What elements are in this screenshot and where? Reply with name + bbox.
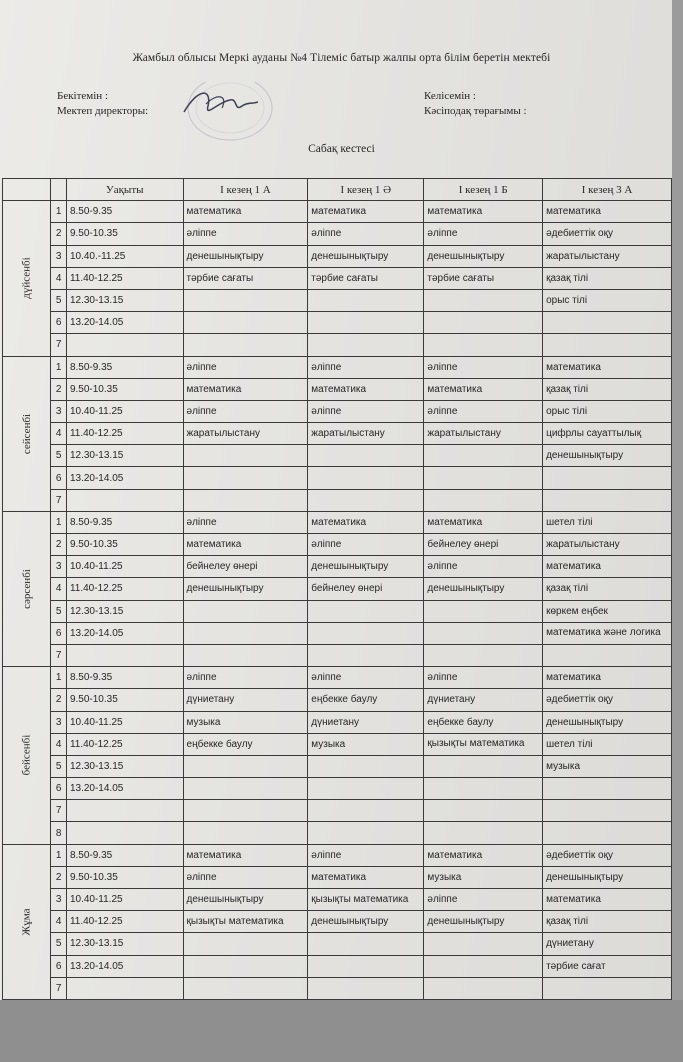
column-header: І кезең 1 Б [424, 179, 543, 201]
background-surface [0, 1000, 683, 1062]
lesson-time: 10.40.-11.25 [66, 245, 183, 267]
subject-cell: көркем еңбек [543, 600, 672, 622]
lesson-number: 7 [51, 334, 67, 356]
subject-cell: дүниетану [543, 933, 672, 955]
column-header: Уақыты [66, 179, 183, 201]
subject-cell: әліппе [424, 356, 543, 378]
lesson-time: 8.50-9.35 [66, 667, 183, 689]
table-row [3, 977, 672, 999]
lesson-number: 2 [51, 866, 67, 888]
lesson-number: 4 [51, 267, 67, 289]
table-row [3, 689, 672, 711]
subject-cell: математика [424, 378, 543, 400]
subject-cell: тәрбие сағаты [424, 267, 543, 289]
lesson-number: 4 [51, 578, 67, 600]
lesson-number: 7 [51, 644, 67, 666]
lesson-time: 10.40-11.25 [66, 400, 183, 422]
subject-cell: әліппе [424, 223, 543, 245]
table-row [3, 356, 672, 378]
lesson-time: 13.20-14.05 [66, 778, 183, 800]
day-name: дүйсенбі [20, 257, 33, 300]
lesson-time: 8.50-9.35 [66, 844, 183, 866]
subject-cell: дүниетану [424, 689, 543, 711]
subject-cell: әліппе [183, 223, 308, 245]
subject-cell: әліппе [424, 889, 543, 911]
subject-cell: математика [543, 667, 672, 689]
schedule-caption: Сабақ кестесі [308, 143, 375, 155]
number-header [51, 179, 67, 201]
lesson-time: 13.20-14.05 [66, 312, 183, 334]
subject-cell: әліппе [308, 400, 424, 422]
lesson-number: 6 [51, 778, 67, 800]
subject-cell: орыс тілі [543, 400, 672, 422]
day-cell [3, 844, 51, 999]
subject-cell [424, 289, 543, 311]
subject-cell [543, 334, 672, 356]
subject-cell: әліппе [308, 844, 424, 866]
table-row [3, 312, 672, 334]
lesson-time: 9.50-10.35 [66, 534, 183, 556]
subject-cell [308, 467, 424, 489]
subject-cell: денешынықтыру [424, 578, 543, 600]
lesson-number: 3 [51, 556, 67, 578]
table-row [3, 800, 672, 822]
table-row [3, 955, 672, 977]
subject-cell [183, 755, 308, 777]
subject-cell [183, 778, 308, 800]
lesson-number: 2 [51, 223, 67, 245]
subject-cell [424, 933, 543, 955]
column-header: І кезең 1 А [183, 179, 308, 201]
subject-cell: әдебиеттік оқу [543, 223, 672, 245]
subject-cell: әліппе [424, 667, 543, 689]
subject-cell: тәрбие сағаты [183, 267, 308, 289]
lesson-time: 13.20-14.05 [66, 467, 183, 489]
subject-cell [183, 622, 308, 644]
subject-cell [424, 822, 543, 844]
schedule-table [2, 178, 672, 1000]
lesson-number: 3 [51, 245, 67, 267]
subject-cell [543, 822, 672, 844]
table-row [3, 400, 672, 422]
lesson-number: 5 [51, 600, 67, 622]
subject-cell: бейнелеу өнері [424, 534, 543, 556]
subject-cell: әліппе [183, 356, 308, 378]
subject-cell: математика [424, 201, 543, 223]
subject-cell: шетел тілі [543, 733, 672, 755]
table-row [3, 844, 672, 866]
table-row [3, 378, 672, 400]
subject-cell: математика [308, 866, 424, 888]
subject-cell: денешынықтыру [424, 911, 543, 933]
subject-cell [543, 489, 672, 511]
subject-cell: денешынықтыру [543, 866, 672, 888]
subject-cell [308, 489, 424, 511]
lesson-time: 9.50-10.35 [66, 866, 183, 888]
lesson-time: 12.30-13.15 [66, 445, 183, 467]
subject-cell [308, 644, 424, 666]
school-title: Жамбыл облысы Меркі ауданы №4 Тілеміс батыр жалпы орта білім беретін мектебі [132, 52, 551, 64]
subject-cell: математика [424, 844, 543, 866]
lesson-time: 11.40-12.25 [66, 578, 183, 600]
approve-label: Бекітемін : [57, 90, 108, 102]
subject-cell [308, 800, 424, 822]
table-row [3, 667, 672, 689]
subject-cell: қызықты математика [183, 911, 308, 933]
subject-cell [424, 622, 543, 644]
subject-cell: қазақ тілі [543, 267, 672, 289]
day-name: бейсенбі [20, 735, 33, 776]
subject-cell [424, 445, 543, 467]
subject-cell: қызықты математика [308, 889, 424, 911]
lesson-number: 1 [51, 844, 67, 866]
subject-cell: бейнелеу өнері [183, 556, 308, 578]
subject-cell [308, 334, 424, 356]
table-row [3, 711, 672, 733]
lesson-time [66, 822, 183, 844]
table-row [3, 223, 672, 245]
day-cell [3, 356, 51, 511]
lesson-number: 3 [51, 711, 67, 733]
subject-cell: математика [183, 201, 308, 223]
subject-cell [183, 800, 308, 822]
subject-cell: математика [183, 378, 308, 400]
lesson-number: 6 [51, 312, 67, 334]
table-row [3, 866, 672, 888]
subject-cell: денешынықтыру [543, 711, 672, 733]
subject-cell: денешынықтыру [183, 578, 308, 600]
subject-cell: әліппе [183, 511, 308, 533]
signature-stamp [178, 82, 298, 152]
subject-cell: тәрбие сағат [543, 955, 672, 977]
day-cell [3, 201, 51, 356]
subject-cell [424, 955, 543, 977]
subject-cell: қазақ тілі [543, 911, 672, 933]
lesson-time: 9.50-10.35 [66, 223, 183, 245]
subject-cell [183, 977, 308, 999]
subject-cell [308, 822, 424, 844]
lesson-time: 11.40-12.25 [66, 733, 183, 755]
subject-cell [543, 644, 672, 666]
lesson-number: 1 [51, 667, 67, 689]
subject-cell [424, 600, 543, 622]
lesson-time: 12.30-13.15 [66, 755, 183, 777]
director-label: Мектеп директоры: [57, 105, 149, 117]
lesson-time: 11.40-12.25 [66, 911, 183, 933]
column-header: І кезең 3 А [543, 179, 672, 201]
subject-cell: тәрбие сағаты [308, 267, 424, 289]
subject-cell: әліппе [308, 667, 424, 689]
subject-cell: жаратылыстану [183, 423, 308, 445]
subject-cell [183, 933, 308, 955]
subject-cell [183, 489, 308, 511]
table-row [3, 423, 672, 445]
subject-cell [183, 600, 308, 622]
lesson-time [66, 489, 183, 511]
subject-cell: еңбекке баулу [183, 733, 308, 755]
subject-cell: бейнелеу өнері [308, 578, 424, 600]
lesson-time: 8.50-9.35 [66, 201, 183, 223]
subject-cell: математика [183, 534, 308, 556]
day-name: Жұма [20, 908, 33, 936]
subject-cell [543, 800, 672, 822]
subject-cell [424, 977, 543, 999]
table-row [3, 644, 672, 666]
subject-cell: математика [183, 844, 308, 866]
table-row [3, 733, 672, 755]
lesson-number: 4 [51, 733, 67, 755]
subject-cell: қазақ тілі [543, 578, 672, 600]
subject-cell: денешынықтыру [183, 245, 308, 267]
subject-cell: цифрлы сауаттылық [543, 423, 672, 445]
subject-cell: орыс тілі [543, 289, 672, 311]
lesson-number: 3 [51, 889, 67, 911]
table-row [3, 933, 672, 955]
subject-cell [308, 445, 424, 467]
subject-cell [543, 312, 672, 334]
day-header [3, 179, 51, 201]
subject-cell [308, 755, 424, 777]
subject-cell: денешынықтыру [308, 245, 424, 267]
table-row [3, 889, 672, 911]
subject-cell: математика [424, 511, 543, 533]
subject-cell [424, 644, 543, 666]
subject-cell: әліппе [308, 534, 424, 556]
subject-cell [543, 778, 672, 800]
table-row [3, 201, 672, 223]
subject-cell: жаратылыстану [424, 423, 543, 445]
subject-cell [424, 489, 543, 511]
lesson-time: 11.40-12.25 [66, 423, 183, 445]
subject-cell [424, 467, 543, 489]
subject-cell: денешынықтыру [543, 445, 672, 467]
lesson-number: 4 [51, 423, 67, 445]
subject-cell: математика [543, 356, 672, 378]
table-row [3, 245, 672, 267]
lesson-number: 7 [51, 800, 67, 822]
table-row [3, 289, 672, 311]
lesson-time: 10.40-11.25 [66, 889, 183, 911]
lesson-time: 9.50-10.35 [66, 378, 183, 400]
lesson-number: 8 [51, 822, 67, 844]
subject-cell [424, 334, 543, 356]
table-row [3, 489, 672, 511]
table-row [3, 822, 672, 844]
lesson-time: 10.40-11.25 [66, 711, 183, 733]
subject-cell: математика [543, 889, 672, 911]
day-cell [3, 511, 51, 666]
table-row [3, 334, 672, 356]
lesson-number: 6 [51, 467, 67, 489]
lesson-number: 5 [51, 289, 67, 311]
table-row [3, 267, 672, 289]
lesson-number: 5 [51, 755, 67, 777]
subject-cell: әліппе [183, 667, 308, 689]
subject-cell [183, 289, 308, 311]
subject-cell: жаратылыстану [543, 245, 672, 267]
table-row [3, 755, 672, 777]
union-label: Кәсіподақ төрағымы : [424, 105, 527, 117]
agree-label: Келісемін : [424, 90, 476, 102]
table-row [3, 511, 672, 533]
lesson-number: 7 [51, 489, 67, 511]
lesson-number: 2 [51, 689, 67, 711]
subject-cell [183, 445, 308, 467]
lesson-time: 8.50-9.35 [66, 356, 183, 378]
lesson-time: 11.40-12.25 [66, 267, 183, 289]
lesson-time: 13.20-14.05 [66, 622, 183, 644]
subject-cell: математика және логика [543, 622, 672, 644]
table-row [3, 556, 672, 578]
subject-cell [424, 312, 543, 334]
subject-cell: математика [308, 378, 424, 400]
subject-cell: дүниетану [183, 689, 308, 711]
lesson-time [66, 977, 183, 999]
lesson-time: 12.30-13.15 [66, 933, 183, 955]
subject-cell [183, 955, 308, 977]
subject-cell [308, 312, 424, 334]
subject-cell [183, 822, 308, 844]
subject-cell [183, 467, 308, 489]
lesson-number: 3 [51, 400, 67, 422]
subject-cell: музыка [424, 866, 543, 888]
lesson-number: 1 [51, 356, 67, 378]
lesson-number: 5 [51, 445, 67, 467]
subject-cell: еңбекке баулу [424, 711, 543, 733]
table-row [3, 467, 672, 489]
subject-cell: жаратылыстану [543, 534, 672, 556]
subject-cell: әліппе [308, 223, 424, 245]
subject-cell: қазақ тілі [543, 378, 672, 400]
subject-cell: денешынықтыру [308, 556, 424, 578]
table-row [3, 534, 672, 556]
subject-cell [183, 334, 308, 356]
subject-cell: денешынықтыру [424, 245, 543, 267]
subject-cell [308, 955, 424, 977]
subject-cell: математика [543, 201, 672, 223]
subject-cell: денешынықтыру [183, 889, 308, 911]
subject-cell: дүниетану [308, 711, 424, 733]
subject-cell [424, 755, 543, 777]
table-row [3, 600, 672, 622]
subject-cell [543, 467, 672, 489]
subject-cell [308, 778, 424, 800]
subject-cell [424, 778, 543, 800]
lesson-time: 13.20-14.05 [66, 955, 183, 977]
lesson-time [66, 644, 183, 666]
lesson-time: 12.30-13.15 [66, 600, 183, 622]
subject-cell: музыка [183, 711, 308, 733]
subject-cell: әдебиеттік оқу [543, 844, 672, 866]
lesson-number: 2 [51, 378, 67, 400]
subject-cell: әдебиеттік оқу [543, 689, 672, 711]
subject-cell: жаратылыстану [308, 423, 424, 445]
lesson-time: 9.50-10.35 [66, 689, 183, 711]
lesson-time: 10.40-11.25 [66, 556, 183, 578]
subject-cell [308, 933, 424, 955]
subject-cell: музыка [308, 733, 424, 755]
subject-cell: әліппе [424, 400, 543, 422]
lesson-time: 8.50-9.35 [66, 511, 183, 533]
subject-cell [183, 312, 308, 334]
subject-cell: математика [308, 511, 424, 533]
subject-cell: қызықты математика [424, 733, 543, 755]
subject-cell: әліппе [183, 400, 308, 422]
subject-cell: математика [543, 556, 672, 578]
subject-cell [308, 600, 424, 622]
subject-cell: математика [308, 201, 424, 223]
table-row [3, 911, 672, 933]
subject-cell: шетел тілі [543, 511, 672, 533]
column-header: І кезең 1 Ә [308, 179, 424, 201]
subject-cell: денешынықтыру [308, 911, 424, 933]
lesson-number: 1 [51, 201, 67, 223]
subject-cell [424, 800, 543, 822]
table-row [3, 445, 672, 467]
table-row [3, 578, 672, 600]
day-name: сейсенбі [20, 413, 33, 454]
subject-cell [308, 289, 424, 311]
day-cell [3, 667, 51, 845]
subject-cell: әліппе [183, 866, 308, 888]
lesson-number: 2 [51, 534, 67, 556]
lesson-time [66, 800, 183, 822]
subject-cell: әліппе [424, 556, 543, 578]
lesson-number: 6 [51, 622, 67, 644]
subject-cell: еңбекке баулу [308, 689, 424, 711]
subject-cell: музыка [543, 755, 672, 777]
lesson-number: 1 [51, 511, 67, 533]
lesson-time [66, 334, 183, 356]
subject-cell [308, 622, 424, 644]
lesson-number: 6 [51, 955, 67, 977]
subject-cell [308, 977, 424, 999]
lesson-number: 7 [51, 977, 67, 999]
header-row [3, 179, 672, 201]
lesson-time: 12.30-13.15 [66, 289, 183, 311]
subject-cell [183, 644, 308, 666]
subject-cell [543, 977, 672, 999]
day-name: сәрсенбі [20, 569, 33, 609]
table-row [3, 622, 672, 644]
lesson-number: 5 [51, 933, 67, 955]
subject-cell: әліппе [308, 356, 424, 378]
table-row [3, 778, 672, 800]
lesson-number: 4 [51, 911, 67, 933]
